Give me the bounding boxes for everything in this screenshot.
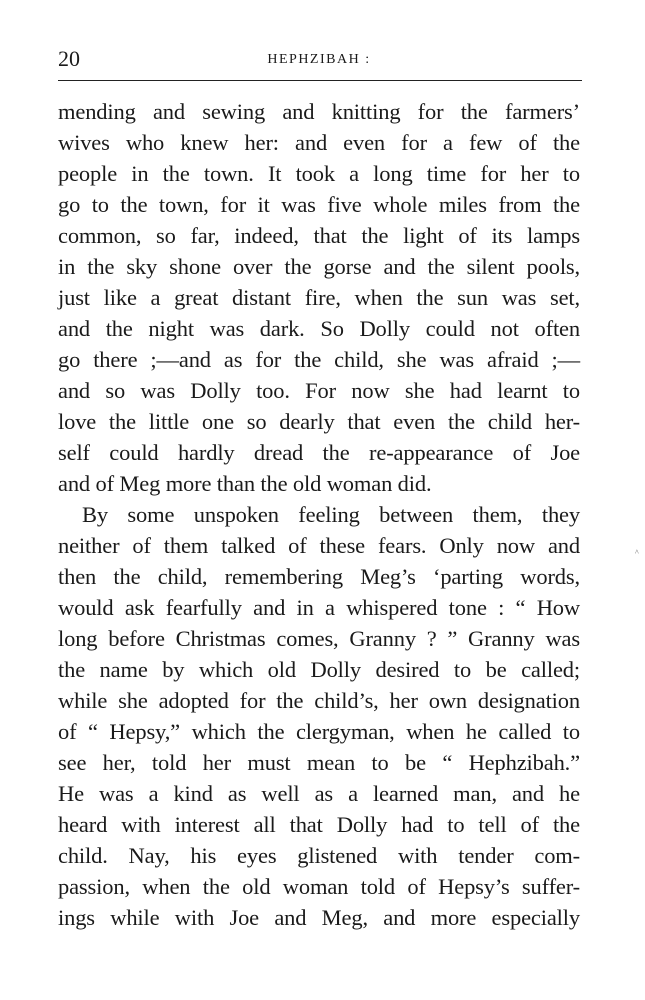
text-line: while she adopted for the child’s, her own designation bbox=[58, 688, 580, 713]
text-line: go there ;—and as for the child, she was afraid ;— bbox=[58, 347, 580, 372]
text-line: mending and sewing and knitting for the farmers’ bbox=[58, 99, 580, 124]
text-line: heard with interest all that Dolly had to tell of the bbox=[58, 812, 580, 837]
paragraph-2 bbox=[58, 499, 580, 933]
text-line: then the child, remembering Meg’s ‘parting words, bbox=[58, 564, 580, 589]
text-line: passion, when the old woman told of Hepsy’s suffer- bbox=[58, 874, 580, 899]
running-title: HEPHZIBAH : bbox=[267, 52, 371, 67]
text-line: common, so far, indeed, that the light of its lamps bbox=[58, 223, 580, 248]
body-text bbox=[58, 96, 580, 933]
text-line: would ask fearfully and in a whispered tone : “ How bbox=[58, 595, 580, 620]
page-header bbox=[58, 44, 580, 74]
text-line: and of Meg more than the old woman did. bbox=[58, 471, 432, 496]
text-line: see her, told her must mean to be “ Hephzibah.” bbox=[58, 750, 580, 775]
text-line: wives who knew her: and even for a few of the bbox=[58, 130, 580, 155]
text-line: the name by which old Dolly desired to be called; bbox=[58, 657, 580, 682]
text-line: of “ Hepsy,” which the clergyman, when he called to bbox=[58, 719, 580, 744]
text-line: people in the town. It took a long time for her to bbox=[58, 161, 580, 186]
text-line: just like a great distant fire, when the sun was set, bbox=[58, 285, 580, 310]
text-line: and so was Dolly too. For now she had learnt to bbox=[58, 378, 580, 403]
text-line: By some unspoken feeling between them, they bbox=[82, 502, 580, 527]
text-line: in the sky shone over the gorse and the silent pools, bbox=[58, 254, 580, 279]
text-line: neither of them talked of these fears. Only now and bbox=[58, 533, 580, 558]
text-line: ings while with Joe and Meg, and more especially bbox=[58, 905, 580, 930]
text-line: love the little one so dearly that even the child her- bbox=[58, 409, 580, 434]
text-line: long before Christmas comes, Granny ? ” Granny was bbox=[58, 626, 580, 651]
header-rule bbox=[58, 80, 582, 81]
text-line: self could hardly dread the re-appearance of Joe bbox=[58, 440, 580, 465]
text-line: go to the town, for it was five whole miles from the bbox=[58, 192, 580, 217]
page-number: 20 bbox=[58, 46, 80, 71]
text-line: child. Nay, his eyes glistened with tender com- bbox=[58, 843, 580, 868]
paragraph-1 bbox=[58, 96, 580, 499]
text-line: He was a kind as well as a learned man, and he bbox=[58, 781, 580, 806]
text-line: and the night was dark. So Dolly could not often bbox=[58, 316, 580, 341]
margin-mark: ^ bbox=[635, 548, 639, 557]
